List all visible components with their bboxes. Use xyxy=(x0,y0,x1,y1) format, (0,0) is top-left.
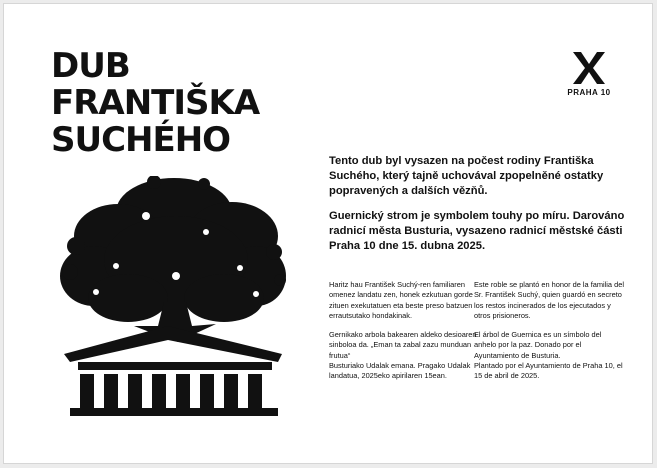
logo-text: PRAHA 10 xyxy=(567,88,611,97)
basque-text xyxy=(329,280,479,391)
page-title xyxy=(51,48,259,159)
spanish-paragraph-2: El árbol de Guernica es un símbolo del anhelo por la paz. Donado por el Ayuntamiento de Busturia. xyxy=(474,330,602,360)
basque-paragraph-1: Haritz hau František Suchý-ren familiaren omenez landatu zen, honek ezkutuan gorde zituen exekutatuen eta beste preso batzuen errautsutako hondakinak. xyxy=(329,280,473,320)
title-line-3: SUCHÉHO xyxy=(51,120,231,160)
oak-tree-icon xyxy=(56,176,288,418)
czech-text xyxy=(329,154,629,264)
spanish-paragraph-1: Este roble se plantó en honor de la familia del Sr. František Suchý, quien guardó en secreto los restos incinerados de los ejecutados y otros prisioneros. xyxy=(474,280,624,320)
czech-paragraph-1: Tento dub byl vysazen na počest rodiny Františka Suchého, který tajně uchovával zpopelněné ostatky popravených a dalších vězňů. xyxy=(329,155,604,197)
plaque xyxy=(3,3,653,464)
spanish-text xyxy=(474,280,624,391)
spanish-paragraph-3: Plantado por el Ayuntamiento de Praha 10, el 15 de abril de 2025. xyxy=(474,361,623,381)
title-line-1: DUB xyxy=(51,46,130,86)
praha-10-logo xyxy=(562,50,616,97)
basque-paragraph-3: Busturiako Udalak emana. Pragako Udalak landatua, 2025eko apirilaren 15ean. xyxy=(329,361,471,381)
czech-paragraph-2: Guernický strom je symbolem touhy po míru. Darováno radnicí města Busturia, vysazeno radnicí městské části Praha 10 dne 15. dubna 2025. xyxy=(329,210,625,252)
basque-paragraph-2: Gernikako arbola bakearen aldeko desioaren sinboloa da. „Eman ta zabal zazu munduan frutua“ xyxy=(329,330,477,360)
title-line-2: FRANTIŠKA xyxy=(51,83,260,123)
x-logo-icon xyxy=(571,50,607,86)
